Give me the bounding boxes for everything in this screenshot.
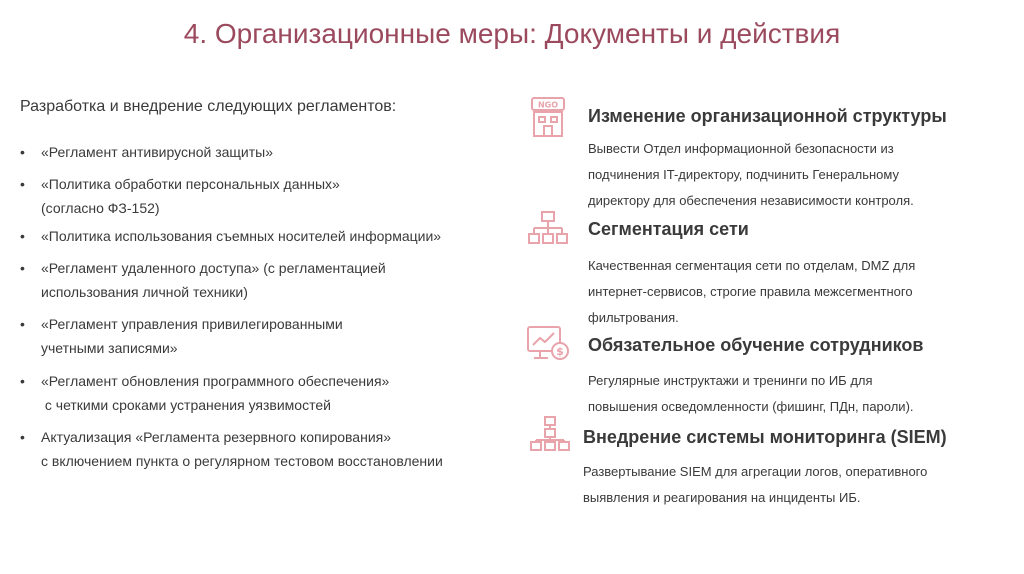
list-item-text: Актуализация «Регламента резервного копирования» xyxy=(41,429,391,445)
section-desc-siem xyxy=(583,459,927,511)
section-title-org-structure: Изменение организационной структуры xyxy=(588,106,947,126)
desc-line: интернет-сервисов, строгие правила межсегментного xyxy=(588,284,913,299)
svg-text:$: $ xyxy=(556,345,564,358)
ngo-icon-text: NGO xyxy=(537,100,559,110)
list-item-text: «Регламент обновления программного обеспечения» xyxy=(41,373,390,389)
network-hierarchy-icon xyxy=(528,210,568,246)
page-title: 4. Организационные меры: Документы и действия xyxy=(183,18,841,49)
desc-line: выявления и реагирования на инциденты ИБ. xyxy=(583,490,861,505)
network-tree-icon xyxy=(530,415,570,451)
desc-line: директору для обеспечения независимости контроля. xyxy=(588,193,914,208)
desc-line: Регулярные инструктажи и тренинги по ИБ для xyxy=(588,373,873,388)
section-title-siem: Внедрение системы мониторинга (SIEM) xyxy=(583,427,947,447)
regulations-lead: Разработка и внедрение следующих регламентов: xyxy=(20,98,397,115)
list-item-text: «Регламент удаленного доступа» (с регламентацией xyxy=(41,260,386,276)
section-desc-network-segmentation xyxy=(588,253,915,331)
desc-line: подчинения IT-директору, подчинить Генеральному xyxy=(588,167,899,182)
desc-line: повышения осведомленности (фишинг, ПДн, пароли). xyxy=(588,399,914,414)
section-desc-training xyxy=(588,368,914,420)
bullet-marker: • xyxy=(20,373,25,389)
ngo-building-icon xyxy=(528,96,568,138)
bullet-marker: • xyxy=(20,228,25,244)
list-item-text: с включением пункта о регулярном тестовом восстановлении xyxy=(41,453,443,469)
desc-line: Вывести Отдел информационной безопасности из xyxy=(588,141,894,156)
bullet-marker: • xyxy=(20,429,25,445)
bullet-marker: • xyxy=(20,144,25,160)
list-item-text: «Политика использования съемных носителей информации» xyxy=(41,228,442,244)
section-title-training: Обязательное обучение сотрудников xyxy=(588,335,924,355)
bullet-marker: • xyxy=(20,176,25,192)
desc-line: Развертывание SIEM для агрегации логов, оперативного xyxy=(583,464,928,479)
list-item-text: (согласно ФЗ-152) xyxy=(41,200,160,216)
list-item-text: учетными записями» xyxy=(41,340,178,356)
section-title-network-segmentation: Сегментация сети xyxy=(588,219,749,239)
desc-line: Качественная сегментация сети по отделам, DMZ для xyxy=(588,258,916,273)
monitor-chart-dollar-icon xyxy=(526,325,570,363)
list-item-text: с четкими сроками устранения уязвимостей xyxy=(41,397,331,413)
list-item-text: «Политика обработки персональных данных» xyxy=(41,176,340,192)
section-desc-org-structure xyxy=(588,136,914,214)
list-item-text: использования личной техники) xyxy=(41,284,248,300)
bullet-marker: • xyxy=(20,260,25,276)
list-item-text: «Регламент управления привилегированными xyxy=(41,316,343,332)
list-item-text: «Регламент антивирусной защиты» xyxy=(41,144,274,160)
desc-line: фильтрования. xyxy=(588,310,679,325)
bullet-marker: • xyxy=(20,316,25,332)
